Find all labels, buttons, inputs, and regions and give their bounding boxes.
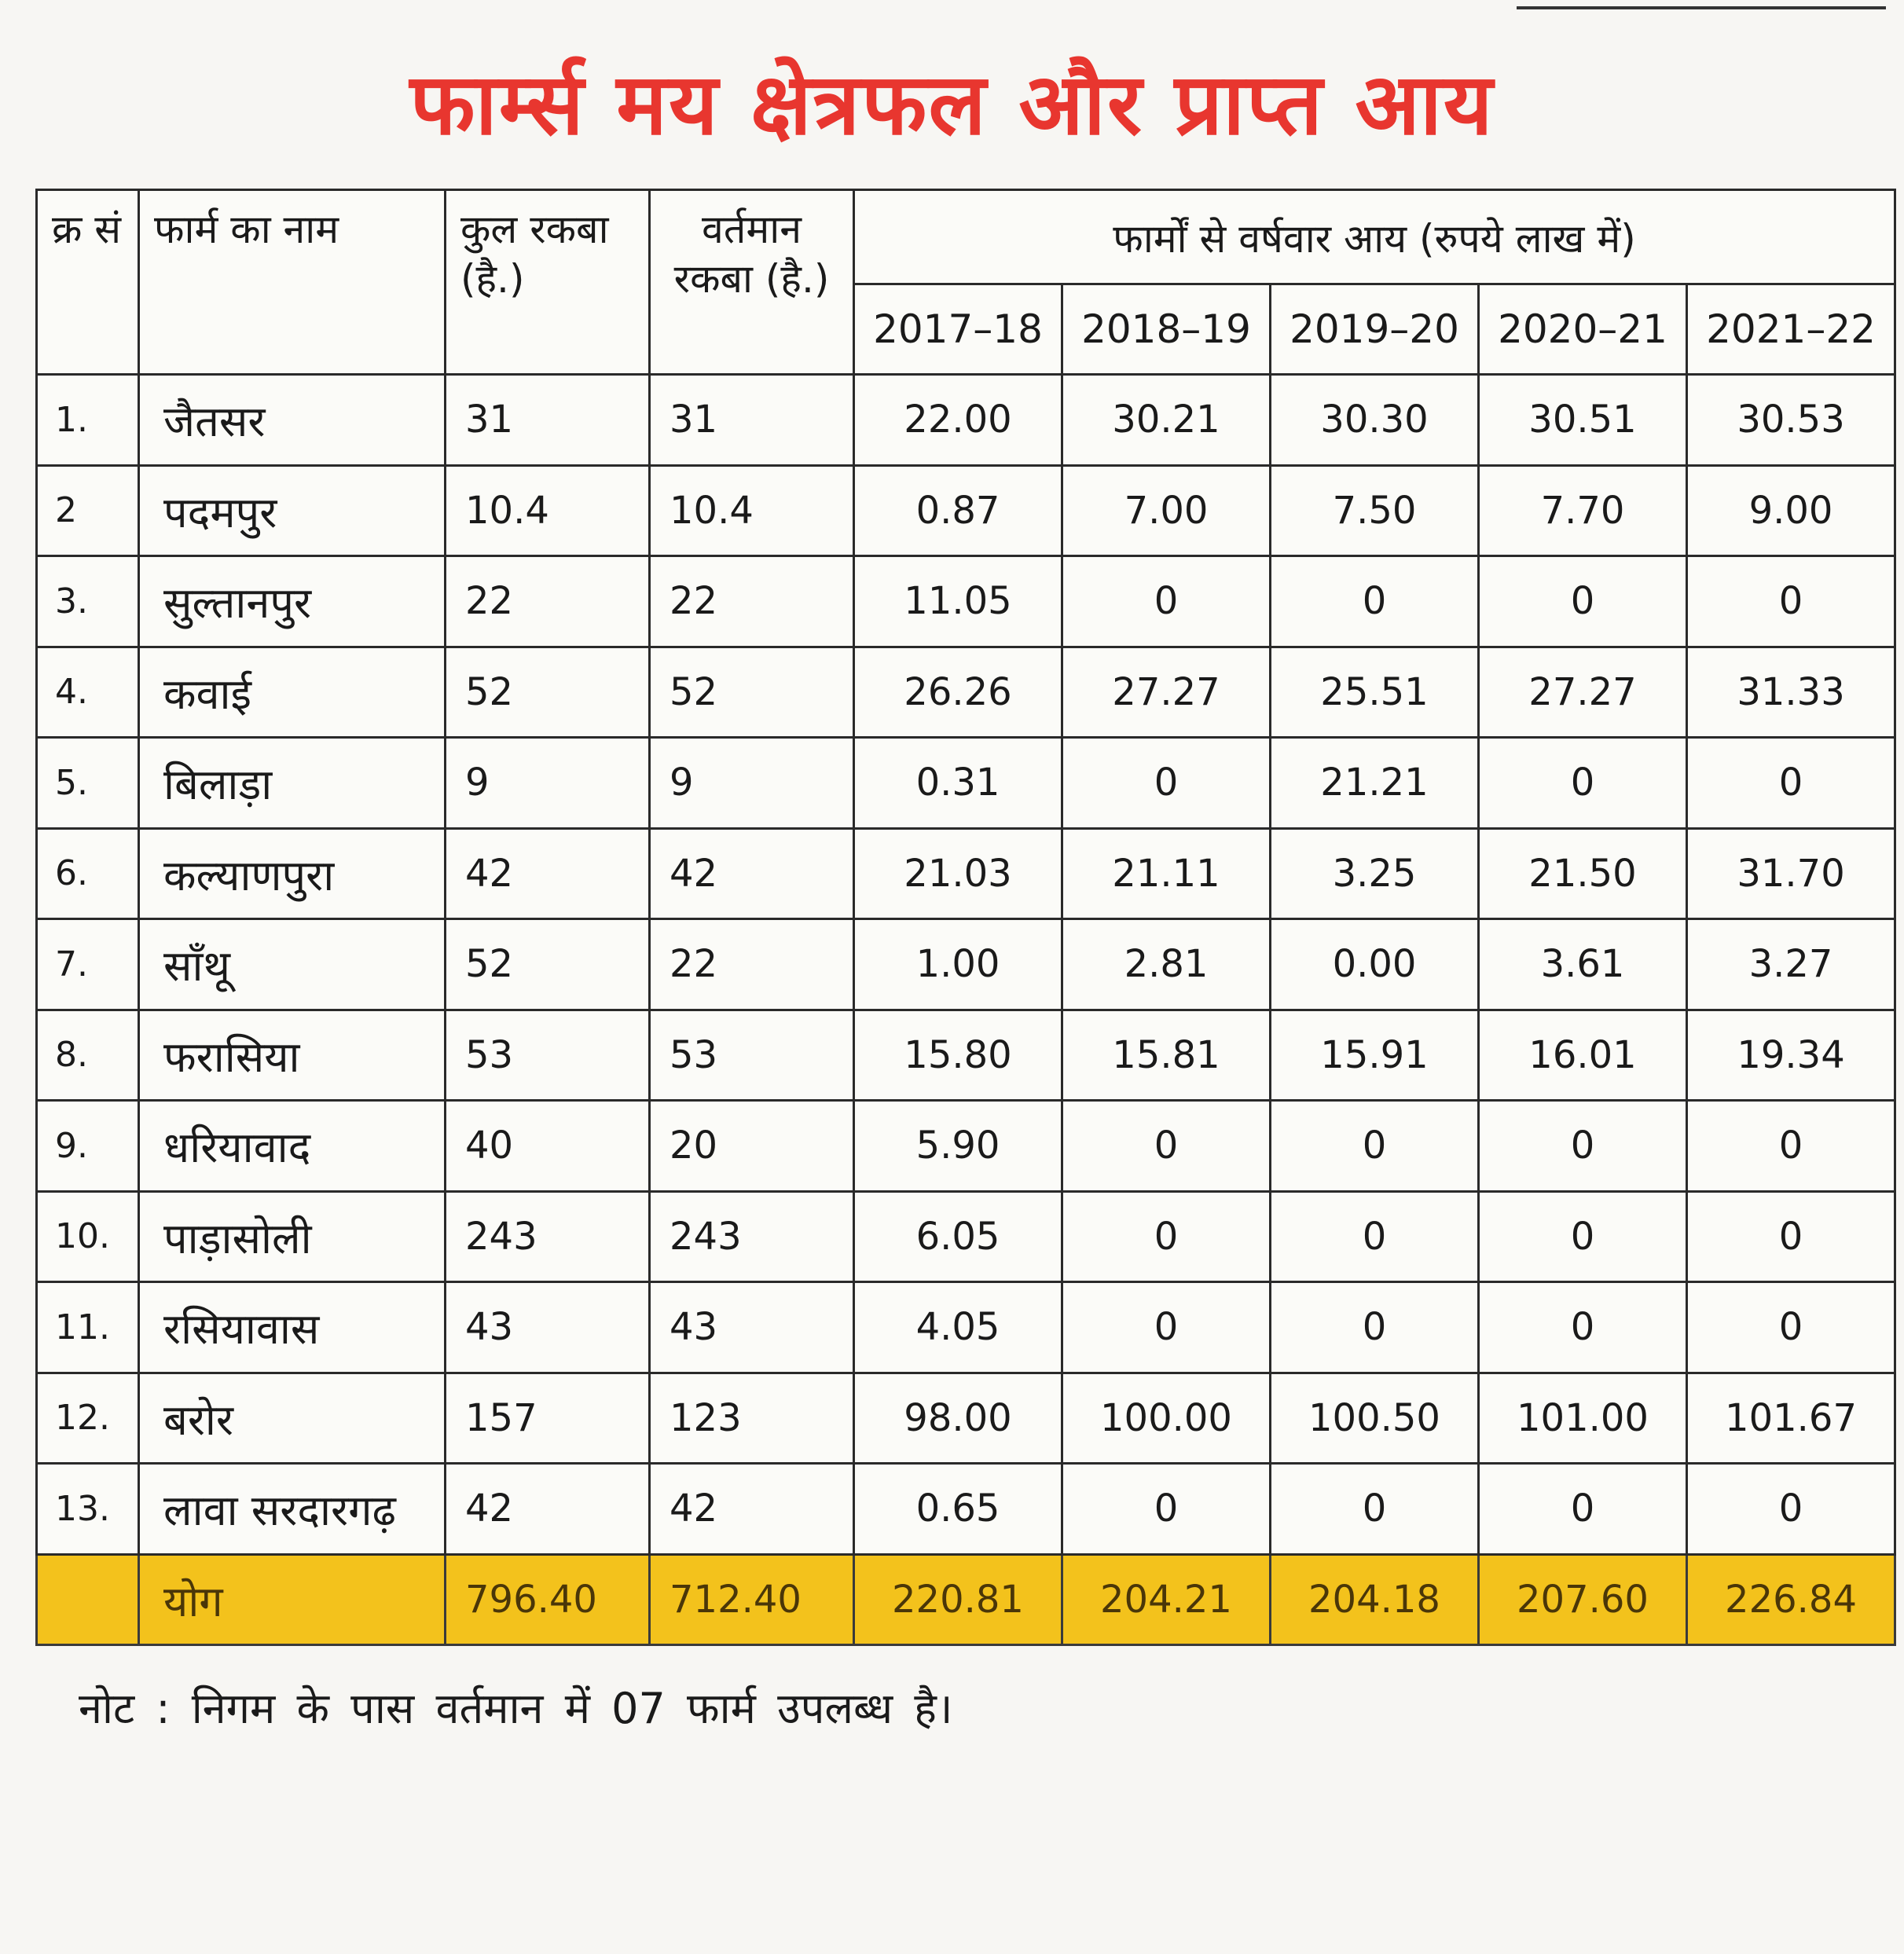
- income-cell: 100.50: [1271, 1373, 1479, 1464]
- income-cell: 0: [1062, 1282, 1271, 1373]
- farm-name-cell: पदमपुर: [139, 465, 446, 556]
- income-cell: 21.21: [1271, 738, 1479, 829]
- serial-cell: 7.: [37, 919, 139, 1010]
- income-sum-cell: 226.84: [1687, 1554, 1895, 1645]
- income-cell: 0: [1271, 1191, 1479, 1282]
- income-cell: 15.91: [1271, 1010, 1479, 1101]
- total-area-cell: 31: [446, 375, 650, 466]
- farm-name-cell: पाड़ासोली: [139, 1191, 446, 1282]
- header-current-area: वर्तमान रकबा (है.): [650, 190, 854, 375]
- income-cell: 0: [1687, 738, 1895, 829]
- income-cell: 3.27: [1687, 919, 1895, 1010]
- header-total-area: कुल रकबा (है.): [446, 190, 650, 375]
- serial-cell: 6.: [37, 828, 139, 919]
- serial-cell: 1.: [37, 375, 139, 466]
- income-cell: 0: [1479, 1464, 1687, 1555]
- total-area-cell: 157: [446, 1373, 650, 1464]
- income-cell: 0: [1687, 1464, 1895, 1555]
- current-area-cell: 43: [650, 1282, 854, 1373]
- current-area-sum-cell: 712.40: [650, 1554, 854, 1645]
- total-serial-cell: [37, 1554, 139, 1645]
- income-cell: 16.01: [1479, 1010, 1687, 1101]
- income-cell: 0: [1479, 738, 1687, 829]
- income-cell: 0.87: [854, 465, 1062, 556]
- current-area-cell: 243: [650, 1191, 854, 1282]
- header-row-top: [37, 190, 1895, 284]
- current-area-cell: 52: [650, 647, 854, 738]
- income-cell: 21.50: [1479, 828, 1687, 919]
- top-border-line: [1517, 0, 1886, 9]
- farm-name-cell: साँथू: [139, 919, 446, 1010]
- farm-name-cell: लावा सरदारगढ़: [139, 1464, 446, 1555]
- income-cell: 0: [1062, 1464, 1271, 1555]
- total-area-cell: 52: [446, 919, 650, 1010]
- header-income-group: फार्मों से वर्षवार आय (रुपये लाख में): [854, 190, 1895, 284]
- farm-name-cell: कल्याणपुरा: [139, 828, 446, 919]
- serial-cell: 12.: [37, 1373, 139, 1464]
- farm-name-cell: धरियावाद: [139, 1101, 446, 1192]
- income-cell: 0: [1271, 1282, 1479, 1373]
- income-cell: 1.00: [854, 919, 1062, 1010]
- total-area-cell: 9: [446, 738, 650, 829]
- total-row: [37, 1554, 1895, 1645]
- current-area-cell: 31: [650, 375, 854, 466]
- income-cell: 7.50: [1271, 465, 1479, 556]
- header-year: 2018–19: [1062, 284, 1271, 375]
- income-cell: 101.67: [1687, 1373, 1895, 1464]
- income-cell: 22.00: [854, 375, 1062, 466]
- serial-cell: 9.: [37, 1101, 139, 1192]
- table-row: [37, 1010, 1895, 1101]
- income-cell: 0: [1687, 1191, 1895, 1282]
- table-row: [37, 1101, 1895, 1192]
- total-area-sum-cell: 796.40: [446, 1554, 650, 1645]
- total-label-cell: योग: [139, 1554, 446, 1645]
- table-row: [37, 647, 1895, 738]
- farm-name-cell: बिलाड़ा: [139, 738, 446, 829]
- farm-name-cell: कवाई: [139, 647, 446, 738]
- farm-name-cell: फरासिया: [139, 1010, 446, 1101]
- current-area-cell: 22: [650, 919, 854, 1010]
- header-year: 2017–18: [854, 284, 1062, 375]
- income-cell: 27.27: [1479, 647, 1687, 738]
- total-area-cell: 52: [446, 647, 650, 738]
- total-area-cell: 43: [446, 1282, 650, 1373]
- serial-cell: 13.: [37, 1464, 139, 1555]
- income-cell: 101.00: [1479, 1373, 1687, 1464]
- income-cell: 0: [1062, 1101, 1271, 1192]
- table-row: [37, 1464, 1895, 1555]
- income-cell: 0: [1479, 1101, 1687, 1192]
- table-row: [37, 1282, 1895, 1373]
- header-farm-name: फार्म का नाम: [139, 190, 446, 375]
- header-year: 2021–22: [1687, 284, 1895, 375]
- income-cell: 30.21: [1062, 375, 1271, 466]
- current-area-cell: 53: [650, 1010, 854, 1101]
- income-cell: 25.51: [1271, 647, 1479, 738]
- current-area-cell: 22: [650, 556, 854, 647]
- income-cell: 15.81: [1062, 1010, 1271, 1101]
- income-cell: 0: [1271, 1464, 1479, 1555]
- income-cell: 7.00: [1062, 465, 1271, 556]
- income-cell: 0: [1062, 556, 1271, 647]
- income-cell: 21.11: [1062, 828, 1271, 919]
- income-cell: 100.00: [1062, 1373, 1271, 1464]
- income-cell: 7.70: [1479, 465, 1687, 556]
- income-cell: 0: [1271, 1101, 1479, 1192]
- income-cell: 19.34: [1687, 1010, 1895, 1101]
- total-area-cell: 22: [446, 556, 650, 647]
- income-cell: 9.00: [1687, 465, 1895, 556]
- farm-name-cell: बरोर: [139, 1373, 446, 1464]
- table-row: [37, 465, 1895, 556]
- farm-name-cell: रसियावास: [139, 1282, 446, 1373]
- serial-cell: 4.: [37, 647, 139, 738]
- serial-cell: 5.: [37, 738, 139, 829]
- current-area-cell: 9: [650, 738, 854, 829]
- total-area-cell: 53: [446, 1010, 650, 1101]
- table-row: [37, 828, 1895, 919]
- income-cell: 0: [1687, 1282, 1895, 1373]
- income-cell: 5.90: [854, 1101, 1062, 1192]
- income-cell: 0: [1479, 556, 1687, 647]
- farms-income-table: [35, 189, 1896, 1646]
- current-area-cell: 20: [650, 1101, 854, 1192]
- income-cell: 0: [1062, 1191, 1271, 1282]
- table-row: [37, 919, 1895, 1010]
- current-area-cell: 42: [650, 1464, 854, 1555]
- income-cell: 21.03: [854, 828, 1062, 919]
- income-cell: 3.25: [1271, 828, 1479, 919]
- header-serial: क्र सं: [37, 190, 139, 375]
- current-area-cell: 123: [650, 1373, 854, 1464]
- income-cell: 26.26: [854, 647, 1062, 738]
- current-area-cell: 10.4: [650, 465, 854, 556]
- income-cell: 27.27: [1062, 647, 1271, 738]
- total-area-cell: 40: [446, 1101, 650, 1192]
- income-cell: 0.00: [1271, 919, 1479, 1010]
- farm-name-cell: जैतसर: [139, 375, 446, 466]
- total-area-cell: 243: [446, 1191, 650, 1282]
- serial-cell: 3.: [37, 556, 139, 647]
- farm-name-cell: सुल्तानपुर: [139, 556, 446, 647]
- income-cell: 0.31: [854, 738, 1062, 829]
- income-cell: 31.70: [1687, 828, 1895, 919]
- income-sum-cell: 207.60: [1479, 1554, 1687, 1645]
- serial-cell: 8.: [37, 1010, 139, 1101]
- income-sum-cell: 204.21: [1062, 1554, 1271, 1645]
- income-cell: 11.05: [854, 556, 1062, 647]
- income-cell: 0: [1062, 738, 1271, 829]
- income-cell: 3.61: [1479, 919, 1687, 1010]
- header-year: 2020–21: [1479, 284, 1687, 375]
- table-row: [37, 556, 1895, 647]
- income-cell: 30.30: [1271, 375, 1479, 466]
- income-cell: 30.51: [1479, 375, 1687, 466]
- page-title: फार्म्स मय क्षेत्रफल और प्राप्त आय: [409, 56, 1495, 154]
- income-cell: 0: [1687, 1101, 1895, 1192]
- income-cell: 0.65: [854, 1464, 1062, 1555]
- income-cell: 31.33: [1687, 647, 1895, 738]
- current-area-cell: 42: [650, 828, 854, 919]
- income-cell: 30.53: [1687, 375, 1895, 466]
- serial-cell: 11.: [37, 1282, 139, 1373]
- income-cell: 4.05: [854, 1282, 1062, 1373]
- serial-cell: 10.: [37, 1191, 139, 1282]
- income-cell: 2.81: [1062, 919, 1271, 1010]
- table-row: [37, 1191, 1895, 1282]
- income-cell: 6.05: [854, 1191, 1062, 1282]
- total-area-cell: 42: [446, 828, 650, 919]
- income-cell: 0: [1687, 556, 1895, 647]
- income-cell: 15.80: [854, 1010, 1062, 1101]
- total-area-cell: 42: [446, 1464, 650, 1555]
- header-year: 2019–20: [1271, 284, 1479, 375]
- footnote: नोट : निगम के पास वर्तमान में 07 फार्म उपलब्ध है।: [79, 1684, 953, 1733]
- income-sum-cell: 204.18: [1271, 1554, 1479, 1645]
- income-cell: 0: [1479, 1282, 1687, 1373]
- serial-cell: 2: [37, 465, 139, 556]
- income-sum-cell: 220.81: [854, 1554, 1062, 1645]
- total-area-cell: 10.4: [446, 465, 650, 556]
- table-row: [37, 1373, 1895, 1464]
- income-cell: 0: [1271, 556, 1479, 647]
- table-row: [37, 375, 1895, 466]
- table-row: [37, 738, 1895, 829]
- income-cell: 98.00: [854, 1373, 1062, 1464]
- income-cell: 0: [1479, 1191, 1687, 1282]
